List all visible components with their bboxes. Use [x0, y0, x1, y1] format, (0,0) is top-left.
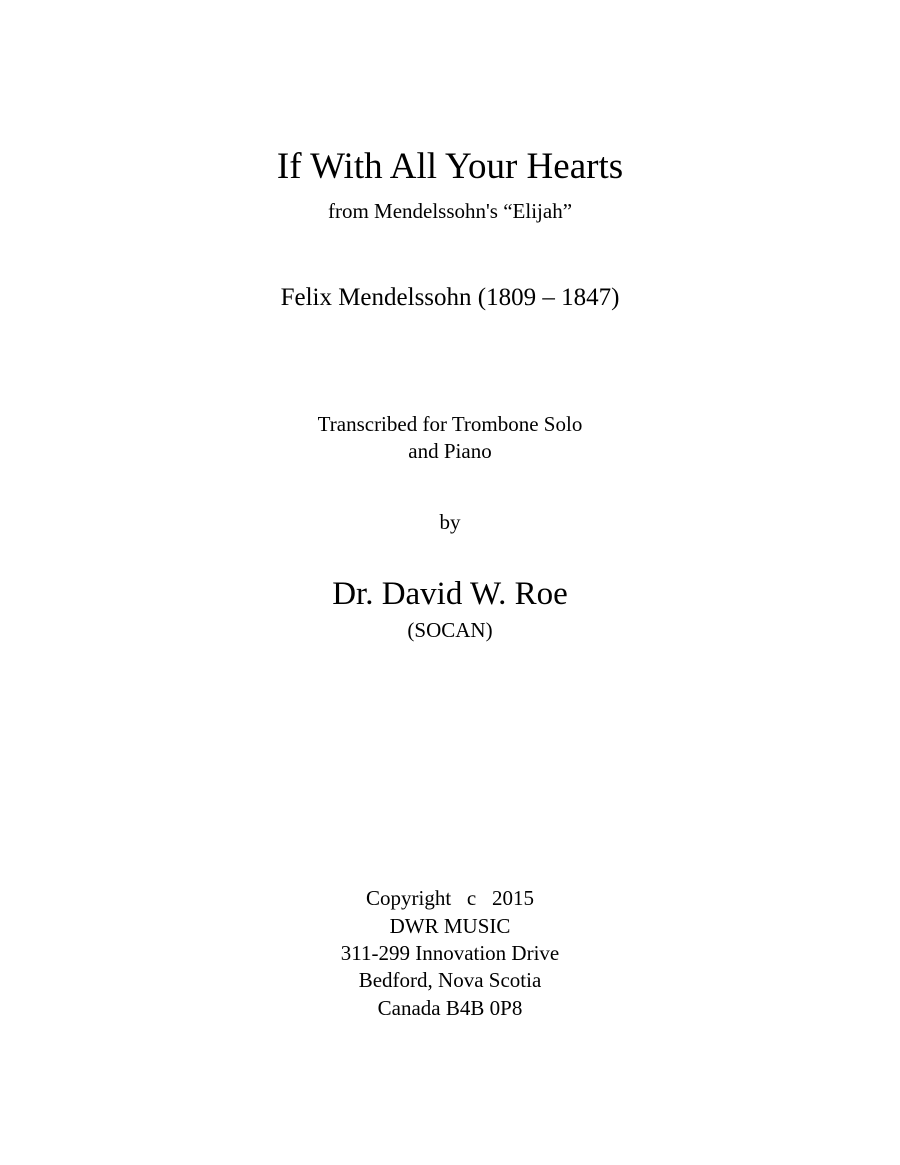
- piece-subtitle: from Mendelssohn's “Elijah”: [327, 199, 573, 223]
- transcription-line-1: Transcribed for Trombone Solo: [317, 412, 583, 436]
- publisher-name: DWR MUSIC: [389, 914, 511, 938]
- composer-credit: Felix Mendelssohn (1809 – 1847): [280, 284, 620, 311]
- address-line: Bedford, Nova Scotia: [358, 968, 542, 992]
- address-line: 311-299 Innovation Drive: [340, 941, 560, 965]
- transcription-line-2: and Piano: [408, 439, 492, 463]
- piece-title: If With All Your Hearts: [276, 146, 624, 187]
- copyright-notice: Copyright c 2015: [366, 886, 534, 910]
- arranger-affiliation: (SOCAN): [407, 618, 493, 642]
- by-label: by: [439, 510, 461, 534]
- address-line: Canada B4B 0P8: [377, 996, 523, 1020]
- arranger-name: Dr. David W. Roe: [332, 576, 568, 612]
